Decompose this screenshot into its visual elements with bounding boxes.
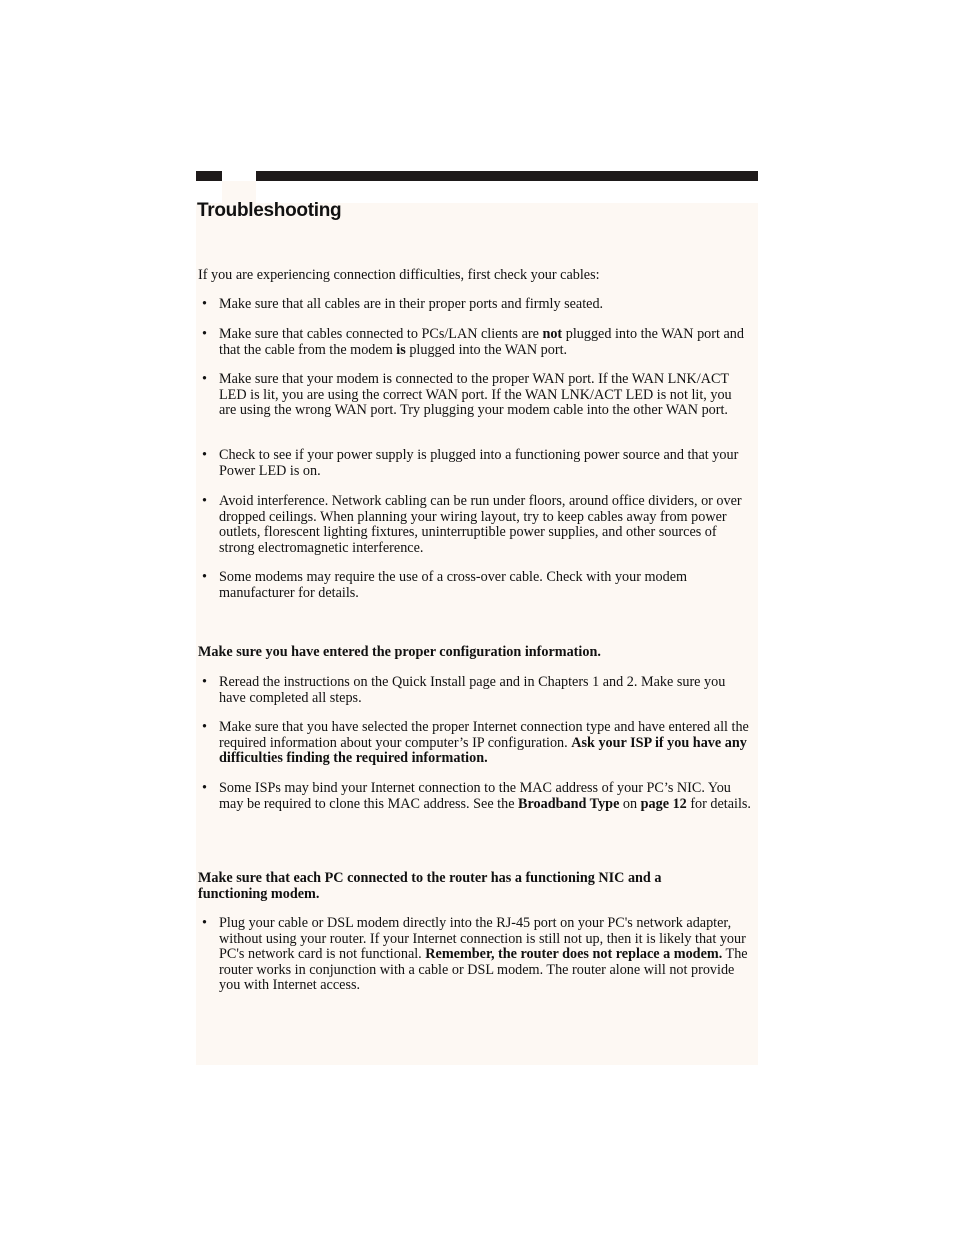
bullet: • [202, 326, 207, 342]
bullet: • [202, 296, 207, 312]
bullet: • [202, 674, 207, 690]
page-title: Troubleshooting [197, 200, 342, 221]
bullet: • [202, 719, 207, 735]
bullet: • [202, 371, 207, 387]
bullet: • [202, 569, 207, 585]
list-item: • Make sure that all cables are in their proper ports and firmly seated. [202, 296, 604, 312]
list-item: • Some modems may require the use of a cross-over cable. Check with your modem manufacturer for details. [202, 569, 688, 601]
bullet: • [202, 447, 207, 463]
list-item: • Make sure that your modem is connected to the proper WAN port. If the WAN LNK/ACT LED is lit, you are using the correct WAN port. If the WAN LNK/ACT LED is not lit, you are using the wrong WAN port. Try plugging your modem cable into the other WAN port. [202, 371, 732, 419]
bullet: • [202, 915, 207, 931]
list-item: • Make sure that you have selected the proper Internet connection type and have entered all the required information about your computer’s IP configuration. Ask your ISP if you have any difficulties finding the required information. [202, 719, 749, 767]
list-item: • Check to see if your power supply is plugged into a functioning power source and that your Power LED is on. [202, 447, 739, 479]
list-item: • Some ISPs may bind your Internet connection to the MAC address of your PC’s NIC. You may be required to clone this MAC address. See the Broadband Type on page 12 for details. [202, 780, 751, 812]
list-item: • Plug your cable or DSL modem directly into the RJ-45 port on your PC's network adapter, without using your router. If your Internet connection is still not up, then it is likely that your PC's network card is not functional. Remember, the router does not replace a modem. The router works in conjunction with a cable or DSL modem. The router alone will not provide you with Internet access. [202, 915, 748, 994]
intro-text: If you are experiencing connection difficulties, first check your cables: [198, 267, 600, 283]
header-rule-right [256, 171, 758, 181]
bullet: • [202, 780, 207, 796]
config-heading: Make sure you have entered the proper configuration information. [198, 644, 601, 660]
bullet: • [202, 493, 207, 509]
list-item: • Reread the instructions on the Quick Install page and in Chapters 1 and 2. Make sure you have completed all steps. [202, 674, 726, 706]
nic-heading: Make sure that each PC connected to the router has a functioning NIC and a functioning modem. [198, 870, 662, 902]
list-item: • Make sure that cables connected to PCs/LAN clients are not plugged into the WAN port and that the cable from the modem is plugged into the WAN port. [202, 326, 744, 358]
header-rule-left [196, 171, 222, 181]
list-item: • Avoid interference. Network cabling can be run under floors, around office dividers, or over dropped ceilings. When planning your wiring layout, try to keep cables away from power outlets, florescent lighting fixtures, uninterruptible power supplies, and other sources of strong electromagnetic interference. [202, 493, 742, 556]
